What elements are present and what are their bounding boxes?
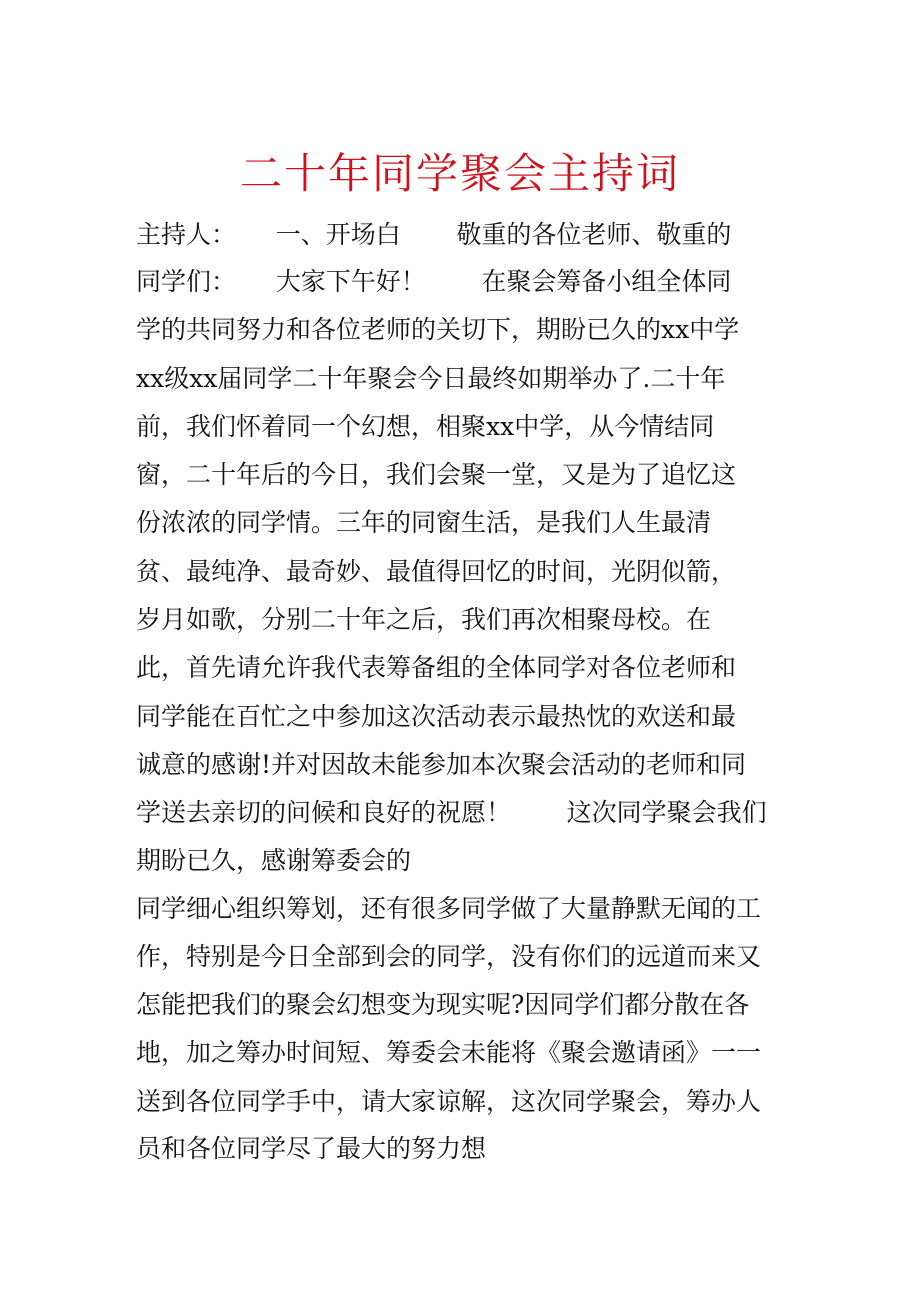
body-line-16: 作，特别是今日全部到会的同学，没有你们的远道而来又 xyxy=(136,942,762,971)
body-line-3: 学的共同努力和各位老师的关切下，期盼已久的xx中学 xyxy=(136,315,740,344)
body-line-1: 主持人： 一、开场白 敬重的各位老师、敬重的 xyxy=(136,220,732,249)
body-line-7: 份浓浓的同学情。三年的同窗生活，是我们人生最清 xyxy=(136,508,712,537)
body-line-13: 学送去亲切的问候和良好的祝愿！ 这次同学聚会我们 xyxy=(136,798,767,827)
body-line-18: 地，加之筹办时间短、筹委会未能将《聚会邀请函》一一 xyxy=(136,1038,762,1067)
body-line-9: 岁月如歌，分别二十年之后，我们再次相聚母校。在 xyxy=(136,605,712,634)
body-line-10: 此，首先请允许我代表筹备组的全体同学对各位老师和 xyxy=(136,653,737,682)
body-line-20: 员和各位同学尽了最大的努力想 xyxy=(136,1134,487,1163)
body-line-14: 期盼已久，感谢筹委会的 xyxy=(136,846,412,875)
body-line-6: 窗，二十年后的今日，我们会聚一堂，又是为了追忆这 xyxy=(136,460,737,489)
document-title: 二十年同学聚会主持词 xyxy=(239,149,680,198)
body-line-15: 同学细心组织筹划，还有很多同学做了大量静默无闻的工 xyxy=(136,894,762,923)
body-line-8: 贫、最纯净、最奇妙、最值得回忆的时间，光阴似箭， xyxy=(136,557,737,586)
body-line-12: 诚意的感谢!并对因故未能参加本次聚会活动的老师和同 xyxy=(136,750,747,779)
body-line-5: 前，我们怀着同一个幻想，相聚xx中学，从今情结同 xyxy=(136,412,715,441)
body-line-17: 怎能把我们的聚会幻想变为现实呢?因同学们都分散在各 xyxy=(136,990,750,1019)
body-line-19: 送到各位同学手中，请大家谅解，这次同学聚会，筹办人 xyxy=(136,1087,762,1116)
body-line-2: 同学们： 大家下午好！ 在聚会筹备小组全体同 xyxy=(136,267,732,296)
body-line-4: xx级xx届同学二十年聚会今日最终如期举办了.二十年 xyxy=(136,364,726,393)
body-line-11: 同学能在百忙之中参加这次活动表示最热忱的欢送和最 xyxy=(136,702,737,731)
